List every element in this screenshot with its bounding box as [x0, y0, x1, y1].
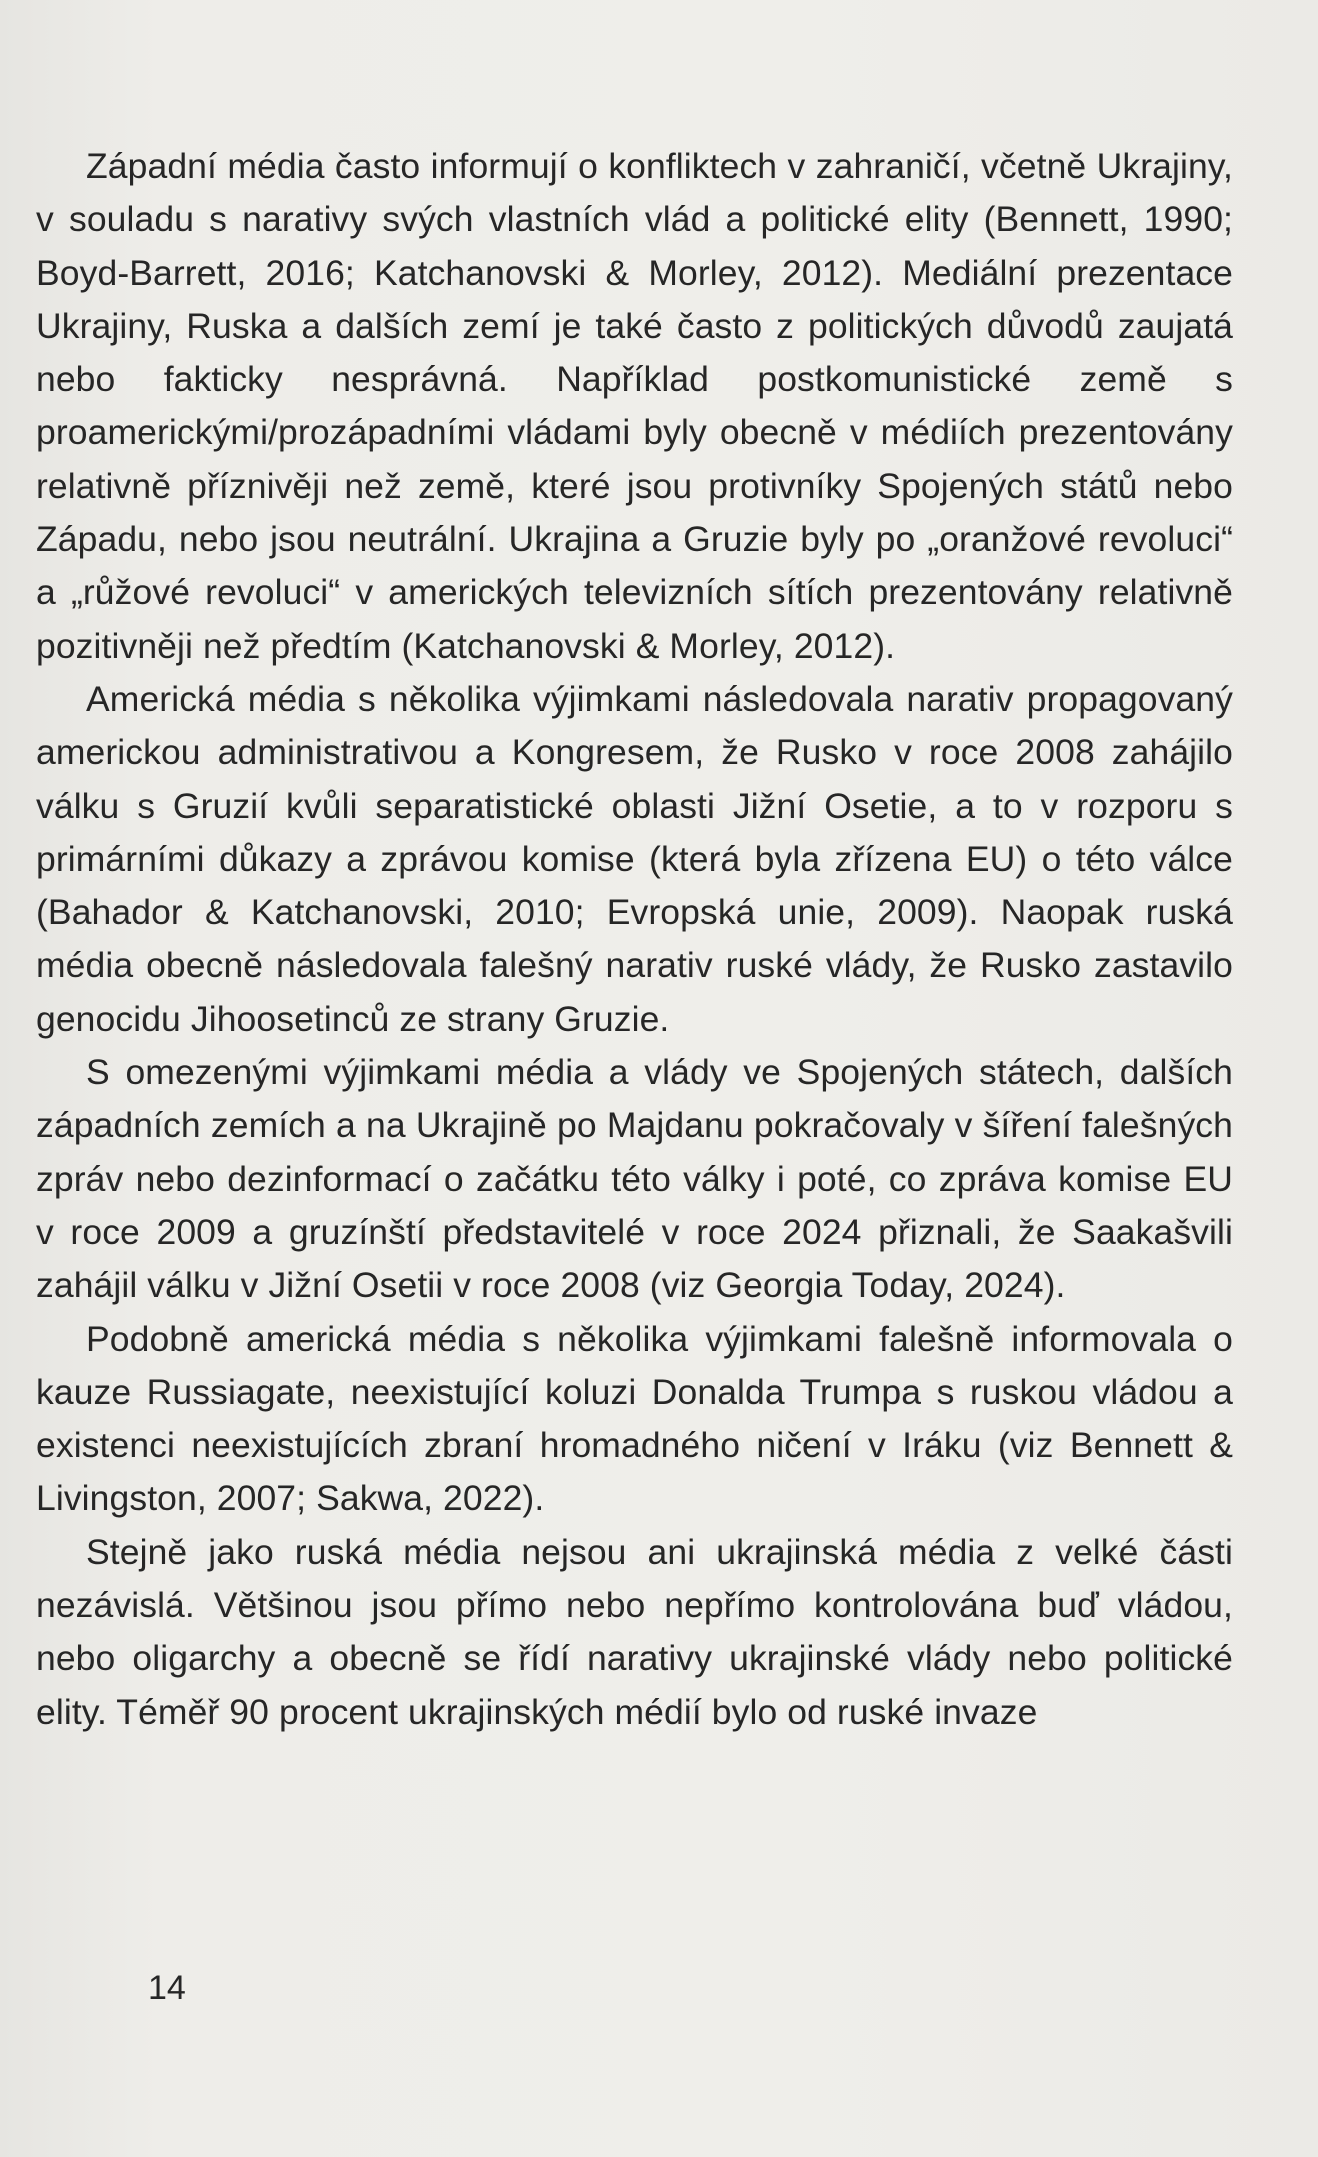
- paragraph-2: Americká média s několika výjimkami následovala narativ propagovaný americkou administrativou a Kongresem, že Rusko v roce 2008 zahájilo válku s Gruzií kvůli separatistické oblasti Jižní Osetie, a to v rozporu s primárními důkazy a zprávou komise (která byla zřízena EU) o této válce (Bahador & Katchanovski, 2010; Evropská unie, 2009). Naopak ruská média obecně následovala falešný narativ ruské vlády, že Rusko zastavilo genocidu Jihoosetinců ze strany Gruzie.: [36, 678, 1233, 1039]
- body-text: [36, 140, 1233, 1739]
- paragraph-3: S omezenými výjimkami média a vlády ve Spojených státech, dalších západních zemích a na Ukrajině po Majdanu pokračovaly v šíření falešných zpráv nebo dezinformací o začátku této války i poté, co zpráva komise EU v roce 2009 a gruzínští představitelé v roce 2024 přiznali, že Saakašvili zahájil válku v Jižní Osetii v roce 2008 (viz Georgia Today, 2024).: [36, 1052, 1233, 1306]
- page-number: 14: [148, 1969, 186, 2007]
- paragraph-4: Podobně americká média s několika výjimkami falešně informovala o kauze Russiagate, neexistující koluzi Donalda Trumpa s ruskou vládou a existenci neexistujících zbraní hromadného ničení v Iráku (viz Bennett & Livingston, 2007; Sakwa, 2022).: [36, 1318, 1233, 1519]
- paragraph-5: Stejně jako ruská média nejsou ani ukrajinská média z velké části nezávislá. Většinou jsou přímo nebo nepřímo kontrolována buď vládou, nebo oligarchy a obecně se řídí narativy ukrajinské vlády nebo politické elity. Téměř 90 procent ukrajinských médií bylo od ruské invaze: [36, 1531, 1233, 1732]
- paragraph-1: Západní média často informují o konfliktech v zahraničí, včetně Ukrajiny, v souladu s narativy svých vlastních vlád a politické elity (Bennett, 1990; Boyd-Barrett, 2016; Katchanovski & Morley, 2012). Mediální prezentace Ukrajiny, Ruska a dalších zemí je také často z politických důvodů zaujatá nebo fakticky nesprávná. Například postkomunistické země s proamerickými/prozápadními vládami byly obecně v médiích prezentovány relativně příznivěji než země, které jsou protivníky Spojených států nebo Západu, nebo jsou neutrální. Ukrajina a Gruzie byly po „oranžové revoluci“ a „růžové revoluci“ v amerických televizních sítích prezentovány relativně pozitivněji než předtím (Katchanovski & Morley, 2012).: [36, 146, 1233, 666]
